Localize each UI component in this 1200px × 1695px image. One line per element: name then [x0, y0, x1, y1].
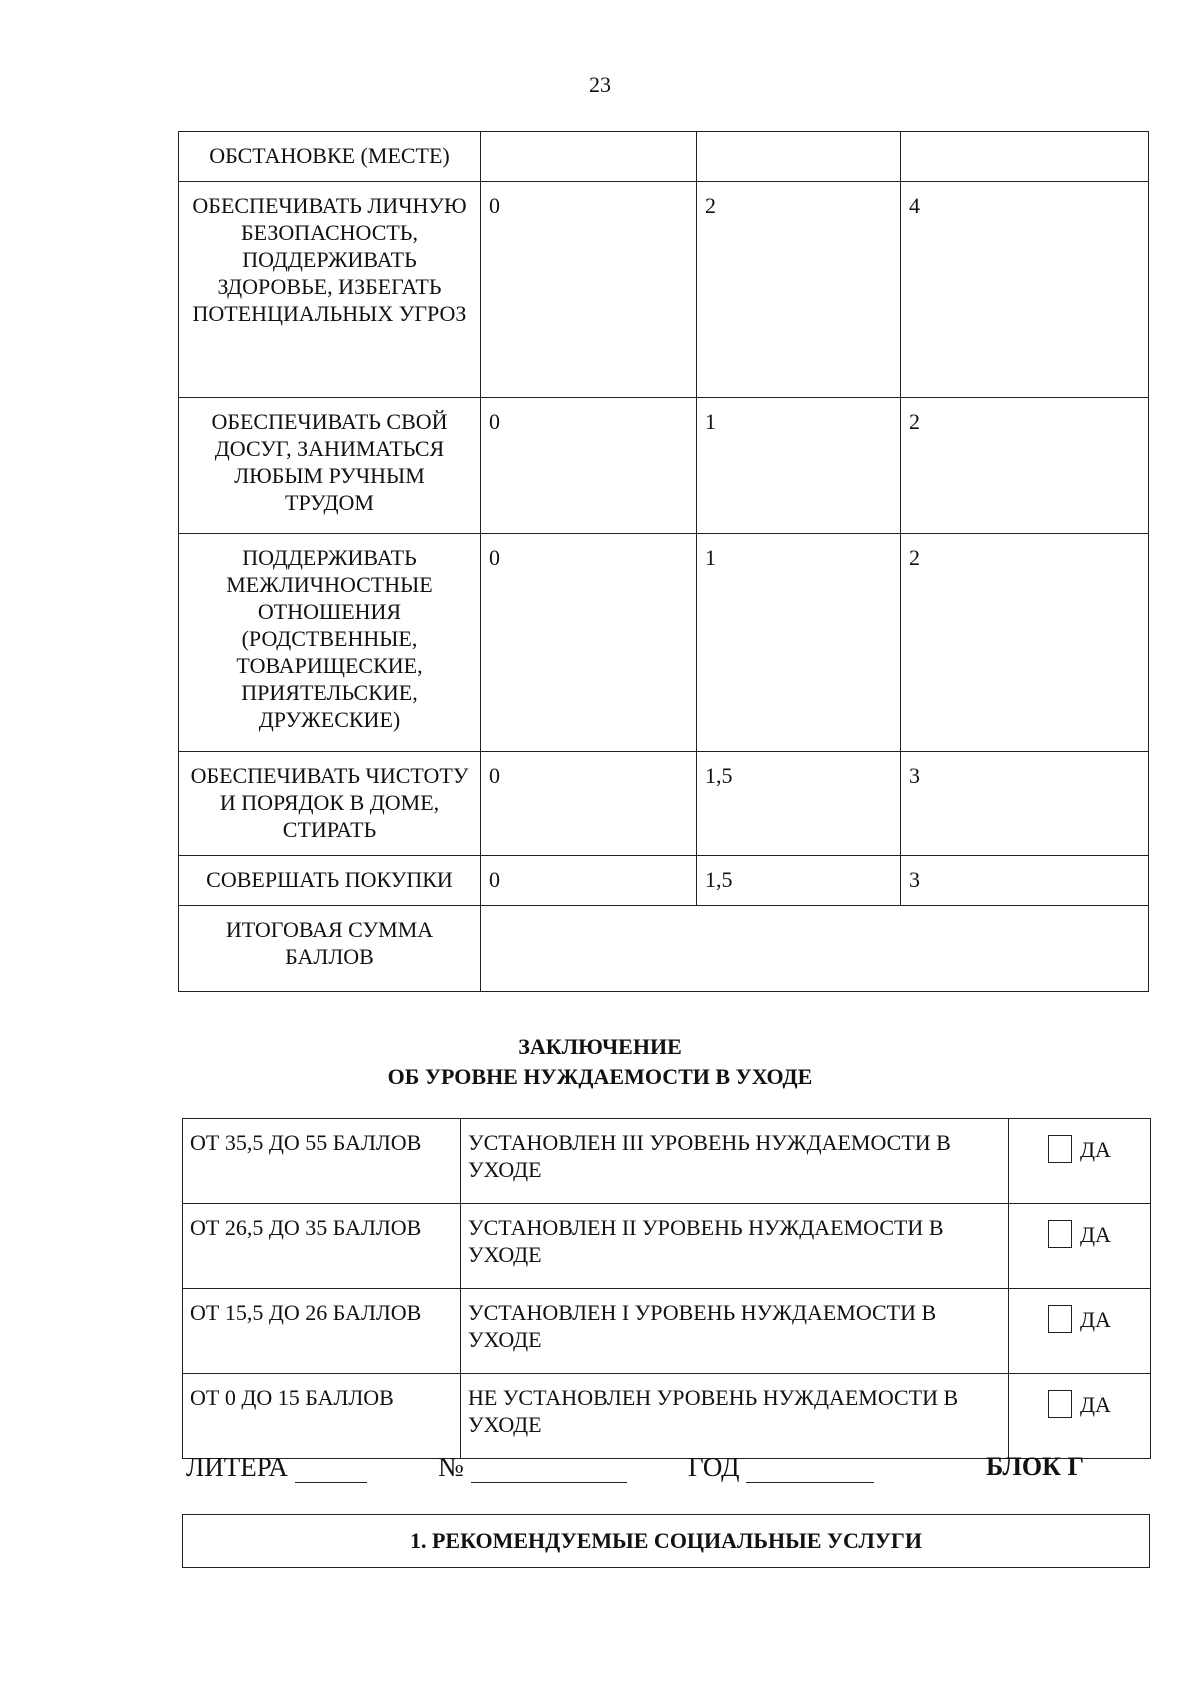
- yes-label: ДА: [1080, 1306, 1111, 1332]
- score-range: ОТ 26,5 ДО 35 БАЛЛОВ: [183, 1204, 461, 1289]
- checkbox[interactable]: [1048, 1390, 1072, 1418]
- score-cell: 0: [481, 182, 697, 398]
- score-range: ОТ 0 ДО 15 БАЛЛОВ: [183, 1374, 461, 1459]
- score-cell: 0: [481, 398, 697, 534]
- conclusion-title-line1: ЗАКЛЮЧЕНИЕ: [518, 1034, 682, 1059]
- total-row: [179, 906, 1149, 992]
- criterion-label: ОБЕСПЕЧИВАТЬ СВОЙ ДОСУГ, ЗАНИМАТЬСЯ ЛЮБЫМ РУЧНЫМ ТРУДОМ: [179, 398, 481, 534]
- document-code-line: [186, 1452, 1106, 1492]
- score-cell: 3: [901, 752, 1149, 856]
- yes-option[interactable]: [1009, 1119, 1151, 1204]
- yes-label: ДА: [1080, 1136, 1111, 1162]
- page-number: 23: [589, 72, 611, 97]
- level-description: НЕ УСТАНОВЛЕН УРОВЕНЬ НУЖДАЕМОСТИ В УХОДЕ: [461, 1374, 1009, 1459]
- litera-input[interactable]: [295, 1456, 367, 1483]
- score-range: ОТ 35,5 ДО 55 БАЛЛОВ: [183, 1119, 461, 1204]
- score-cell: 1,5: [697, 752, 901, 856]
- care-level-table: [182, 1118, 1151, 1459]
- score-cell: 0: [481, 534, 697, 752]
- number-input[interactable]: [471, 1456, 627, 1483]
- total-label: ИТОГОВАЯ СУММА БАЛЛОВ: [179, 906, 481, 992]
- year-label: ГОД: [688, 1452, 740, 1482]
- year-field: [688, 1452, 874, 1483]
- yes-option[interactable]: [1009, 1204, 1151, 1289]
- criterion-label: ОБЕСПЕЧИВАТЬ ЧИСТОТУ И ПОРЯДОК В ДОМЕ, СТИРАТЬ: [179, 752, 481, 856]
- year-input[interactable]: [746, 1456, 874, 1483]
- table-row: [183, 1204, 1151, 1289]
- score-cell: 1: [697, 534, 901, 752]
- score-table: [178, 131, 1149, 992]
- table-row: [179, 398, 1149, 534]
- table-row: [179, 752, 1149, 856]
- criterion-label: ПОДДЕРЖИВАТЬ МЕЖЛИЧНОСТНЫЕ ОТНОШЕНИЯ (РОДСТВЕННЫЕ, ТОВАРИЩЕСКИЕ, ПРИЯТЕЛЬСКИЕ, ДРУЖЕСКИЕ): [179, 534, 481, 752]
- total-value-field[interactable]: [481, 906, 1149, 992]
- score-cell: [697, 132, 901, 182]
- score-cell: 2: [901, 398, 1149, 534]
- score-cell: 0: [481, 752, 697, 856]
- yes-label: ДА: [1080, 1391, 1111, 1417]
- criterion-label: СОВЕРШАТЬ ПОКУПКИ: [179, 856, 481, 906]
- table-row: [179, 182, 1149, 398]
- checkbox[interactable]: [1048, 1135, 1072, 1163]
- criterion-label: ОБСТАНОВКЕ (МЕСТЕ): [179, 132, 481, 182]
- table-row: [183, 1119, 1151, 1204]
- score-range: ОТ 15,5 ДО 26 БАЛЛОВ: [183, 1289, 461, 1374]
- litera-label: ЛИТЕРА: [186, 1452, 288, 1482]
- score-cell: 0: [481, 856, 697, 906]
- number-field: [438, 1452, 627, 1483]
- level-description: УСТАНОВЛЕН I УРОВЕНЬ НУЖДАЕМОСТИ В УХОДЕ: [461, 1289, 1009, 1374]
- table-row: [179, 856, 1149, 906]
- conclusion-title-line2: ОБ УРОВНЕ НУЖДАЕМОСТИ В УХОДЕ: [387, 1064, 813, 1089]
- yes-label: ДА: [1080, 1221, 1111, 1247]
- yes-option[interactable]: [1009, 1289, 1151, 1374]
- score-cell: 1,5: [697, 856, 901, 906]
- level-description: УСТАНОВЛЕН II УРОВЕНЬ НУЖДАЕМОСТИ В УХОДЕ: [461, 1204, 1009, 1289]
- conclusion-title: [0, 1032, 1200, 1092]
- score-cell: 1: [697, 398, 901, 534]
- score-cell: [481, 132, 697, 182]
- checkbox[interactable]: [1048, 1305, 1072, 1333]
- services-heading: 1. РЕКОМЕНДУЕМЫЕ СОЦИАЛЬНЫЕ УСЛУГИ: [182, 1514, 1150, 1568]
- level-description: УСТАНОВЛЕН III УРОВЕНЬ НУЖДАЕМОСТИ В УХОДЕ: [461, 1119, 1009, 1204]
- criterion-label: ОБЕСПЕЧИВАТЬ ЛИЧНУЮ БЕЗОПАСНОСТЬ, ПОДДЕРЖИВАТЬ ЗДОРОВЬЕ, ИЗБЕГАТЬ ПОТЕНЦИАЛЬНЫХ УГРОЗ: [179, 182, 481, 398]
- yes-option[interactable]: [1009, 1374, 1151, 1459]
- table-row: [179, 132, 1149, 182]
- score-cell: 2: [901, 534, 1149, 752]
- table-row: [179, 534, 1149, 752]
- score-cell: 3: [901, 856, 1149, 906]
- checkbox[interactable]: [1048, 1220, 1072, 1248]
- block-label: БЛОК Г: [986, 1452, 1085, 1481]
- score-cell: 2: [697, 182, 901, 398]
- table-row: [183, 1289, 1151, 1374]
- number-label: №: [438, 1452, 464, 1482]
- table-row: [183, 1374, 1151, 1459]
- litera-field: [186, 1452, 367, 1483]
- score-cell: 4: [901, 182, 1149, 398]
- score-cell: [901, 132, 1149, 182]
